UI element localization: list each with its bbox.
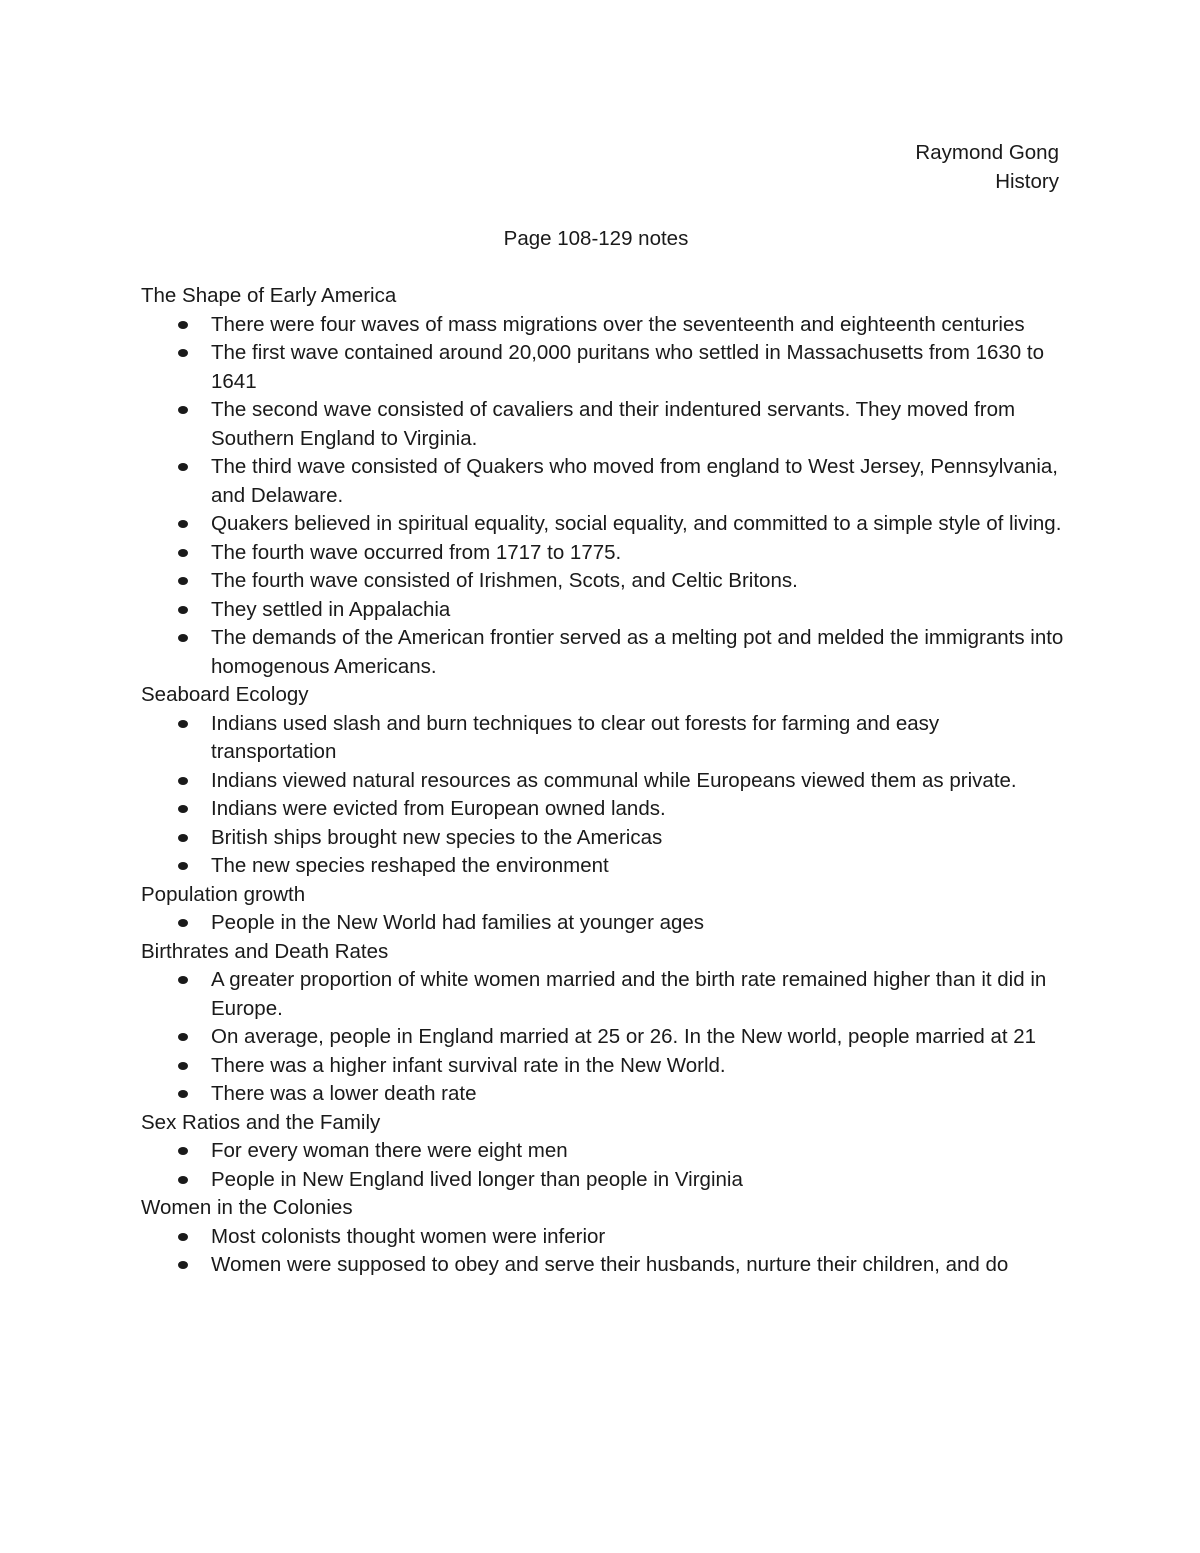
bullet-icon (178, 720, 188, 728)
list-item (211, 1223, 1066, 1252)
list-item (211, 311, 1066, 340)
bullet-list (141, 909, 1066, 938)
list-item (211, 539, 1066, 568)
list-item (211, 1080, 1066, 1109)
bullet-icon (178, 321, 188, 329)
bullet-icon (178, 834, 188, 842)
section-heading: Women in the Colonies (141, 1196, 353, 1219)
list-item-text: The new species reshaped the environment (211, 854, 609, 877)
bullet-icon (178, 1090, 188, 1098)
list-item (211, 966, 1066, 1023)
bullet-list (141, 311, 1066, 682)
section-heading: Population growth (141, 882, 306, 906)
list-item-text: Indians used slash and burn techniques to clear out forests for farming and easy transportation (211, 711, 940, 763)
list-item-text: People in the New World had families at younger ages (211, 911, 705, 934)
list-item-text: There were four waves of mass migrations over the seventeenth and eighteenth centuries (211, 312, 1025, 336)
bullet-icon (178, 1176, 188, 1184)
bullet-icon (178, 862, 188, 870)
list-item (211, 1023, 1066, 1052)
bullet-icon (178, 1261, 188, 1269)
list-item-text: Quakers believed in spiritual equality, social equality, and committed to a simple style of living. (211, 512, 1062, 535)
list-item-text: On average, people in England married at 25 or 26. In the New world, people married at 21 (211, 1025, 1037, 1048)
list-item (211, 624, 1066, 681)
list-item (211, 795, 1066, 824)
page-title: Page 108-129 notes (503, 227, 689, 250)
bullet-icon (178, 805, 188, 813)
list-item-text: Indians viewed natural resources as communal while Europeans viewed them as private. (211, 768, 1017, 792)
list-item-text: Indians were evicted from European owned lands. (211, 797, 666, 820)
subject-name: History (995, 169, 1059, 193)
list-item (211, 1052, 1066, 1081)
bullet-list (141, 1223, 1066, 1280)
list-item-text: The third wave consisted of Quakers who moved from england to West Jersey, Pennsylvania, and Delaware. (211, 455, 1058, 507)
section-heading: Birthrates and Death Rates (141, 939, 389, 963)
list-item (211, 824, 1066, 853)
bullet-icon (178, 919, 188, 927)
bullet-icon (178, 349, 188, 357)
list-item-text: Most colonists thought women were inferior (211, 1224, 606, 1248)
list-item (211, 767, 1066, 796)
list-item-text: A greater proportion of white women married and the birth rate remained higher than it did in Europe. (211, 968, 1047, 1020)
list-item (211, 852, 1066, 881)
bullet-icon (178, 1062, 188, 1070)
bullet-icon (178, 549, 188, 557)
list-item-text: They settled in Appalachia (211, 597, 451, 621)
section (141, 1194, 1066, 1280)
list-item (211, 453, 1066, 510)
list-item-text: The demands of the American frontier served as a melting pot and melded the immigrants into homogenous Americans. (211, 626, 1064, 678)
bullet-icon (178, 1233, 188, 1241)
section (141, 938, 1066, 1109)
section (141, 1109, 1066, 1195)
list-item (211, 1166, 1066, 1195)
list-item-text: There was a lower death rate (211, 1082, 477, 1105)
list-item-text: People in New England lived longer than people in Virginia (211, 1167, 743, 1191)
list-item (211, 1137, 1066, 1166)
list-item-text: The fourth wave consisted of Irishmen, Scots, and Celtic Britons. (211, 569, 798, 592)
list-item (211, 909, 1066, 938)
list-item (211, 596, 1066, 625)
section-heading: Seaboard Ecology (141, 683, 309, 706)
list-item-text: For every woman there were eight men (211, 1139, 568, 1162)
bullet-list (141, 710, 1066, 881)
bullet-icon (178, 777, 188, 785)
list-item (211, 567, 1066, 596)
header-block (915, 139, 1059, 196)
list-item (211, 710, 1066, 767)
list-item-text: The first wave contained around 20,000 puritans who settled in Massachusetts from 1630 to 1641 (211, 341, 1045, 393)
list-item (211, 1251, 1066, 1280)
list-item-text: There was a higher infant survival rate in the New World. (211, 1053, 726, 1077)
list-item-text: The fourth wave occurred from 1717 to 1775. (211, 540, 622, 564)
bullet-icon (178, 634, 188, 642)
section (141, 681, 1066, 881)
list-item-text: British ships brought new species to the Americas (211, 825, 663, 849)
section-heading: The Shape of Early America (141, 284, 397, 307)
bullet-icon (178, 406, 188, 414)
bullet-icon (178, 520, 188, 528)
author-name: Raymond Gong (915, 141, 1059, 164)
bullet-list (141, 1137, 1066, 1194)
list-item-text: The second wave consisted of cavaliers and their indentured servants. They moved from Southern England to Virginia. (211, 398, 1016, 450)
section (141, 881, 1066, 938)
bullet-icon (178, 976, 188, 984)
list-item (211, 339, 1066, 396)
section (141, 282, 1066, 681)
section-heading: Sex Ratios and the Family (141, 1110, 381, 1134)
list-item (211, 396, 1066, 453)
list-item-text: Women were supposed to obey and serve their husbands, nurture their children, and do (211, 1253, 1009, 1276)
bullet-icon (178, 463, 188, 471)
bullet-icon (178, 1033, 188, 1041)
list-item (211, 510, 1066, 539)
bullet-icon (178, 1147, 188, 1155)
notes-content (141, 282, 1066, 1280)
bullet-icon (178, 577, 188, 585)
bullet-icon (178, 606, 188, 614)
bullet-list (141, 966, 1066, 1109)
